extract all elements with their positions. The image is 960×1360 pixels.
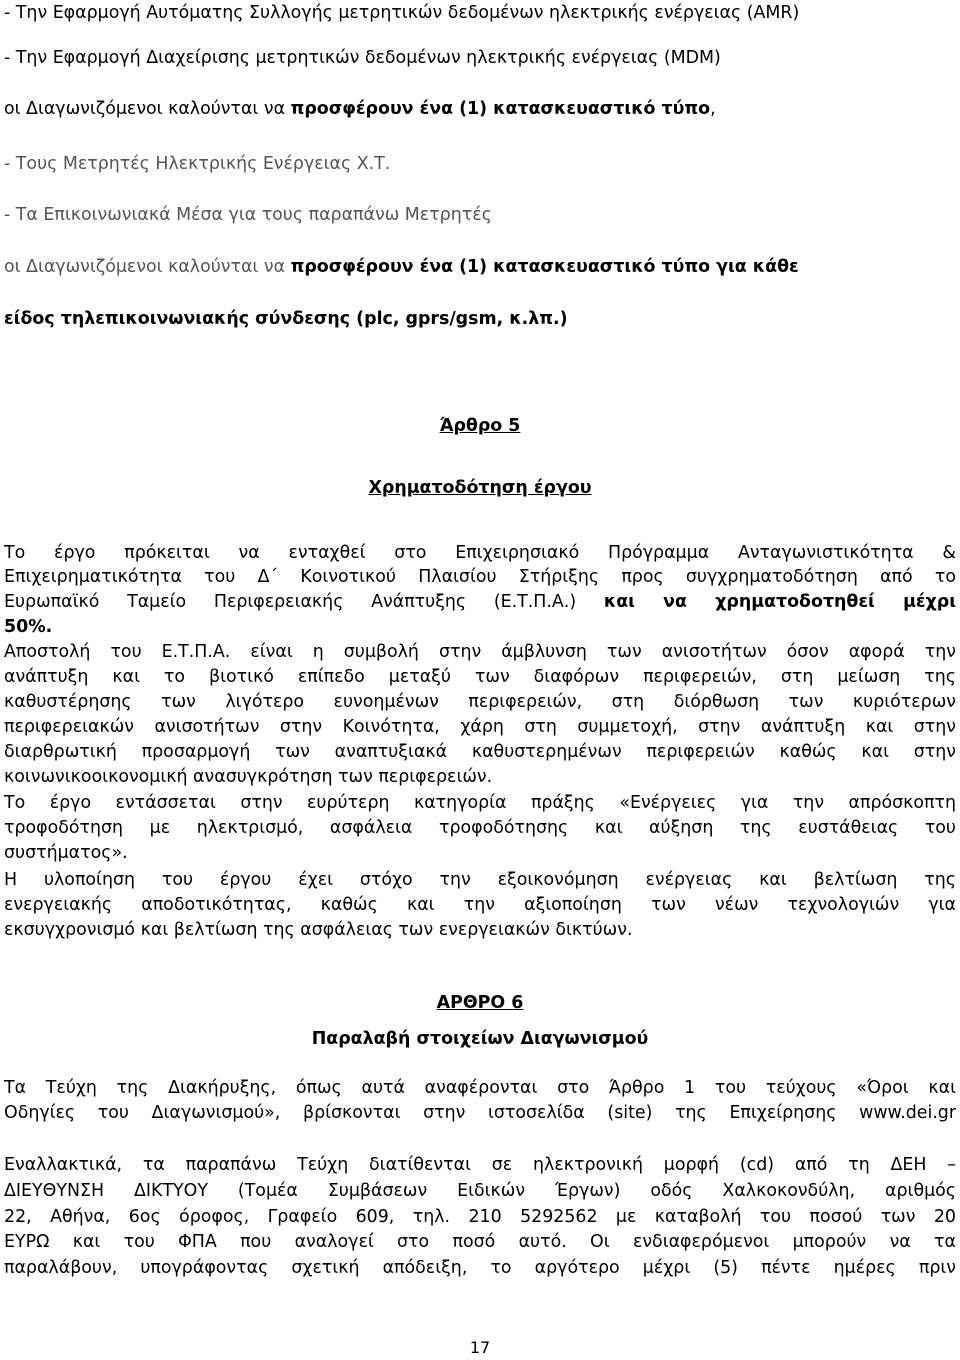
article5-p3-line3: συστήματος». <box>4 843 128 863</box>
article6-subheading: Παραλαβή στοιχείων Διαγωνισμού <box>311 1029 649 1049</box>
article5-p4-line3: εκσυγχρονισμό και βελτίωση της ασφάλειας των ενεργειακών δικτύων. <box>4 920 633 940</box>
article5-p1-line3-prefix: Ευρωπαϊκό Ταμείο Περιφερειακής Ανάπτυξης (Ε.Τ.Π.Α.) <box>4 592 604 612</box>
article6-p2-line2: ΔΙΕΥΘΥΝΣΗ ΔΙΚΤΥΟΥ (Τομέα Συμβάσεων Ειδικών Έργων) οδός Χαλκοκονδύλη, αριθμός <box>4 1181 956 1201</box>
article5-p4-line2: ενεργειακής αποδοτικότητας, καθώς και την αξιοποίηση των νέων τεχνολογιών για <box>4 895 956 915</box>
article5-p2-line1: Αποστολή του Ε.Τ.Π.Α. είναι η συμβολή στην άμβλυνση των ανισοτήτων όσον αφορά την <box>4 642 956 662</box>
list-item-amr: - Την Εφαρμογή Αυτόματης Συλλογής μετρητικών δεδομένων ηλεκτρικής ενέργειας (AMR) <box>4 3 800 23</box>
article5-p1-line2: Επιχειρηματικότητα του Δ΄ Κοινοτικού Πλαισίου Στήριξης προς συγχρηματοδότηση από το <box>4 567 956 587</box>
page-number: 17 <box>469 1338 491 1357</box>
offer-instruction-2-cont-bold: είδος τηλεπικοινωνιακής σύνδεσης (plc, gprs/gsm, κ.λπ.) <box>4 309 568 329</box>
article5-p2-line4: περιφερειακών ανισοτήτων στην Κοινότητα, χάρη στη συμμετοχή, στην ανάπτυξη και στην <box>4 717 956 737</box>
article6-p2-line4: ΕΥΡΩ και του ΦΠΑ που αναλογεί στο ποσό αυτό. Οι ενδιαφερόμενοι μπορούν να τα <box>4 1232 956 1252</box>
offer-instruction-1 <box>4 97 716 121</box>
list-item-meters: - Τους Μετρητές Ηλεκτρικής Ενέργειας Χ.Τ. <box>4 154 391 174</box>
article5-p3-line1: Το έργο εντάσσεται στην ευρύτερη κατηγορία πράξης «Ενέργειες για την απρόσκοπτη <box>4 793 956 813</box>
article5-p1-line1: Το έργο πρόκειται να ενταχθεί στο Επιχειρησιακό Πρόγραμμα Ανταγωνιστικότητα & <box>4 543 956 563</box>
article5-p2-line6: κοινωνικοοικονομική ανασυγκρότηση των περιφερειών. <box>4 767 493 787</box>
offer-instruction-1-suffix: , <box>710 99 716 119</box>
article5-p2-line2: ανάπτυξη και το βιοτικό επίπεδο μεταξύ των διαφόρων περιφερειών, στη μείωση της <box>4 667 956 687</box>
article5-heading: Άρθρο 5 <box>439 416 521 436</box>
article5-p2-line5: διαρθρωτική προσαρμογή των αναπτυξιακά καθυστερημένων περιφερειών καθώς και στην <box>4 742 956 762</box>
article6-p2-line3: 22, Αθήνα, 6ος όροφος, Γραφείο 609, τηλ. 210 5292562 με καταβολή του ποσού των 20 <box>4 1207 956 1227</box>
article5-subheading: Χρηματοδότηση έργου <box>368 478 592 498</box>
offer-instruction-1-prefix: οι Διαγωνιζόμενοι καλούνται να <box>4 99 291 119</box>
offer-instruction-2-prefix: οι Διαγωνιζόμενοι καλούνται να <box>4 257 291 277</box>
article6-p2-line5: παραλάβουν, υπογράφοντας σχετική απόδειξη, το αργότερο μέχρι (5) πέντε ημέρες πριν <box>4 1258 956 1278</box>
article6-p1-line1: Τα Τεύχη της Διακήρυξης, όπως αυτά αναφέρονται στο Άρθρο 1 του τεύχους «Όροι και <box>4 1078 956 1098</box>
article5-p1-line3-bold: και να χρηματοδοτηθεί μέχρι <box>603 592 956 612</box>
article5-p2-line3: καθυστέρησης των λιγότερο ευνοημένων περιφερειών, στη διόρθωση των κυριότερων <box>4 692 956 712</box>
offer-instruction-2 <box>4 255 799 279</box>
list-item-comm-media: - Τα Επικοινωνιακά Μέσα για τους παραπάνω Μετρητές <box>4 205 492 225</box>
offer-instruction-1-bold: προσφέρουν ένα (1) κατασκευαστικό τύπο <box>290 99 711 119</box>
article5-p4-line1: Η υλοποίηση του έργου έχει στόχο την εξοικονόμηση ενέργειας και βελτίωση της <box>4 870 956 890</box>
list-item-mdm: - Την Εφαρμογή Διαχείρισης μετρητικών δεδομένων ηλεκτρικής ενέργειας (MDM) <box>4 48 721 68</box>
article5-p1-line3 <box>4 590 956 614</box>
article6-p1-line2: Οδηγίες του Διαγωνισμού», βρίσκονται στην ιστοσελίδα (site) της Επιχείρησης www.dei.gr <box>4 1103 956 1123</box>
article5-p3-line2: τροφοδότηση με ηλεκτρισμό, ασφάλεια τροφοδότησης και αύξηση της ευστάθειας του <box>4 818 956 838</box>
article6-p2-line1: Εναλλακτικά, τα παραπάνω Τεύχη διατίθενται σε ηλεκτρονική μορφή (cd) από τη ΔΕΗ – <box>4 1155 956 1175</box>
offer-instruction-2-cont <box>4 307 568 331</box>
article6-heading: ΑΡΘΡΟ 6 <box>436 993 524 1013</box>
article5-p1-line4: 50%. <box>4 617 53 637</box>
offer-instruction-2-bold: προσφέρουν ένα (1) κατασκευαστικό τύπο για κάθε <box>290 257 799 277</box>
